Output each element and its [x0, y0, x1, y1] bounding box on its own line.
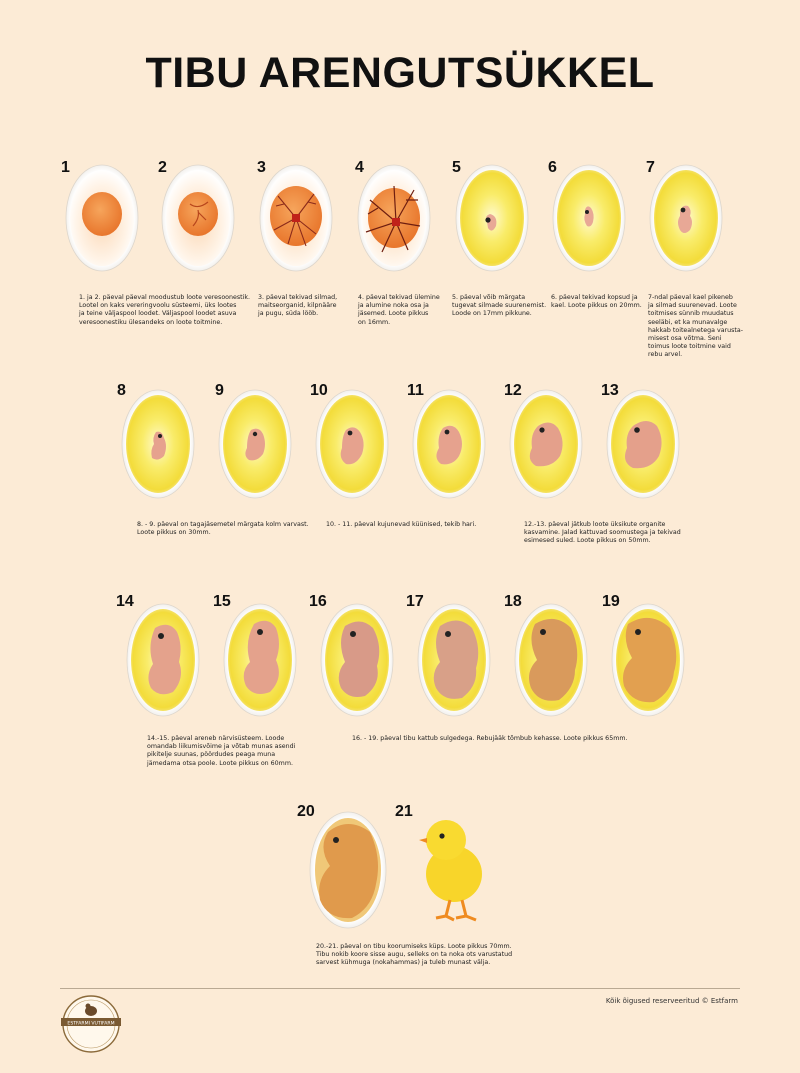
stage-number-2: 2 [158, 159, 167, 176]
egg-stage-20 [308, 808, 388, 932]
description-5: 5. päeval võib märgata tugevat silmade suurenemist. Loode on 17mm pikkune. [452, 294, 547, 318]
egg-stage-6 [551, 160, 627, 274]
copyright-text: Kõik õigused reserveeritud © Estfarm [605, 997, 738, 1005]
hatched-chick-image [410, 810, 500, 928]
stage-number-5: 5 [452, 159, 461, 176]
stage-number-3: 3 [257, 159, 266, 176]
egg-stage-9 [217, 386, 293, 502]
egg-stage-12 [508, 386, 584, 502]
stage-number-13: 13 [601, 382, 619, 399]
estfarm-logo [58, 994, 124, 1060]
egg-stage-15 [222, 600, 298, 720]
stage-number-21: 21 [395, 803, 413, 820]
stage-number-18: 18 [504, 593, 522, 610]
stage-number-8: 8 [117, 382, 126, 399]
description-16-19: 16. - 19. päeval tibu kattub sulgedega. Rebujääk tõmbub kehasse. Loote pikkus 65mm. [352, 735, 628, 742]
description-1-2: 1. ja 2. päeval päeval moodustub loote veresoonestik. Lootel on kaks vereringvoolu süsteemi, üks lootes ja teine väljaspool loodet. Väljaspool loodet asuva veresoonestiku ülesandeks on loote toitmine. [79, 294, 251, 326]
description-14-15: 14.-15. päeval areneb närvisüsteem. Loode omandab liikumisvõime ja võtab munas asendi pikitelje suunas, pöördudes peaga muna jämedama otsa poole. Loote pikkus on 60mm. [147, 735, 296, 767]
page-title: TIBU ARENGUTSÜKKEL [145, 49, 655, 97]
stage-number-6: 6 [548, 159, 557, 176]
egg-stage-3 [258, 160, 334, 274]
description-6: 6. päeval tekivad kopsud ja kael. Loote pikkus on 20mm. [551, 294, 642, 310]
egg-stage-14 [125, 600, 201, 720]
egg-stage-16 [319, 600, 395, 720]
stage-number-17: 17 [406, 593, 424, 610]
stage-number-7: 7 [646, 159, 655, 176]
description-8-9: 8. - 9. päeval on tagajäsemetel märgata kolm varvast. Loote pikkus on 30mm. [137, 521, 309, 537]
egg-stage-4 [356, 160, 432, 274]
egg-stage-18 [513, 600, 589, 720]
egg-stage-17 [416, 600, 492, 720]
stage-number-20: 20 [297, 803, 315, 820]
egg-stage-11 [411, 386, 487, 502]
stage-number-1: 1 [61, 159, 70, 176]
egg-stage-2 [160, 160, 236, 274]
logo-name: ESTFARMI VUTIFARM [67, 1021, 115, 1027]
stage-number-11: 11 [407, 382, 424, 399]
stage-number-16: 16 [309, 593, 327, 610]
description-3: 3. päeval tekivad silmad, maitseorganid, kilpnääre ja pugu, süda lööb. [258, 294, 338, 318]
stage-number-15: 15 [213, 593, 231, 610]
stage-number-19: 19 [602, 593, 620, 610]
egg-stage-10 [314, 386, 390, 502]
description-4: 4. päeval tekivad ülemine ja alumine noka osa ja jäsemed. Loote pikkus on 16mm. [358, 294, 440, 326]
footer-divider [60, 988, 740, 989]
stage-number-4: 4 [355, 159, 364, 176]
egg-stage-8 [120, 386, 196, 502]
description-7: 7-ndal päeval kael pikeneb ja silmad suurenevad. Loote toitmises sünnib muudatus seeläbi, et ka munavalge hakkab toitealnetega varusta- misest osa võtma. Seni toimus loote toitmine vaid rebu arvel. [648, 294, 744, 359]
embryo-disc [82, 192, 122, 236]
egg-stage-13 [605, 386, 681, 502]
description-20-21: 20.-21. päeval on tibu koorumiseks küps. Loote pikkus 70mm. Tibu nokib koore sisse augu, selleks on ta noka ots varustatud sarvest kühmuga (nokahammas) ja tuleb munast välja. [316, 943, 513, 967]
egg-stage-5 [454, 160, 530, 274]
stage-number-14: 14 [116, 593, 134, 610]
description-12-13: 12.-13. päeval jätkub loote üksikute organite kasvamine. Jalad kattuvad soomustega ja tekivad esimesed suled. Loote pikkus on 50mm. [524, 521, 681, 545]
description-10-11: 10. - 11. päeval kujunevad küünised, tekib hari. [326, 521, 477, 528]
egg-stage-1 [64, 160, 140, 274]
stage-number-9: 9 [215, 382, 224, 399]
stage-number-12: 12 [504, 382, 522, 399]
egg-stage-19 [610, 600, 686, 720]
stage-number-10: 10 [310, 382, 328, 399]
egg-stage-7 [648, 160, 724, 274]
